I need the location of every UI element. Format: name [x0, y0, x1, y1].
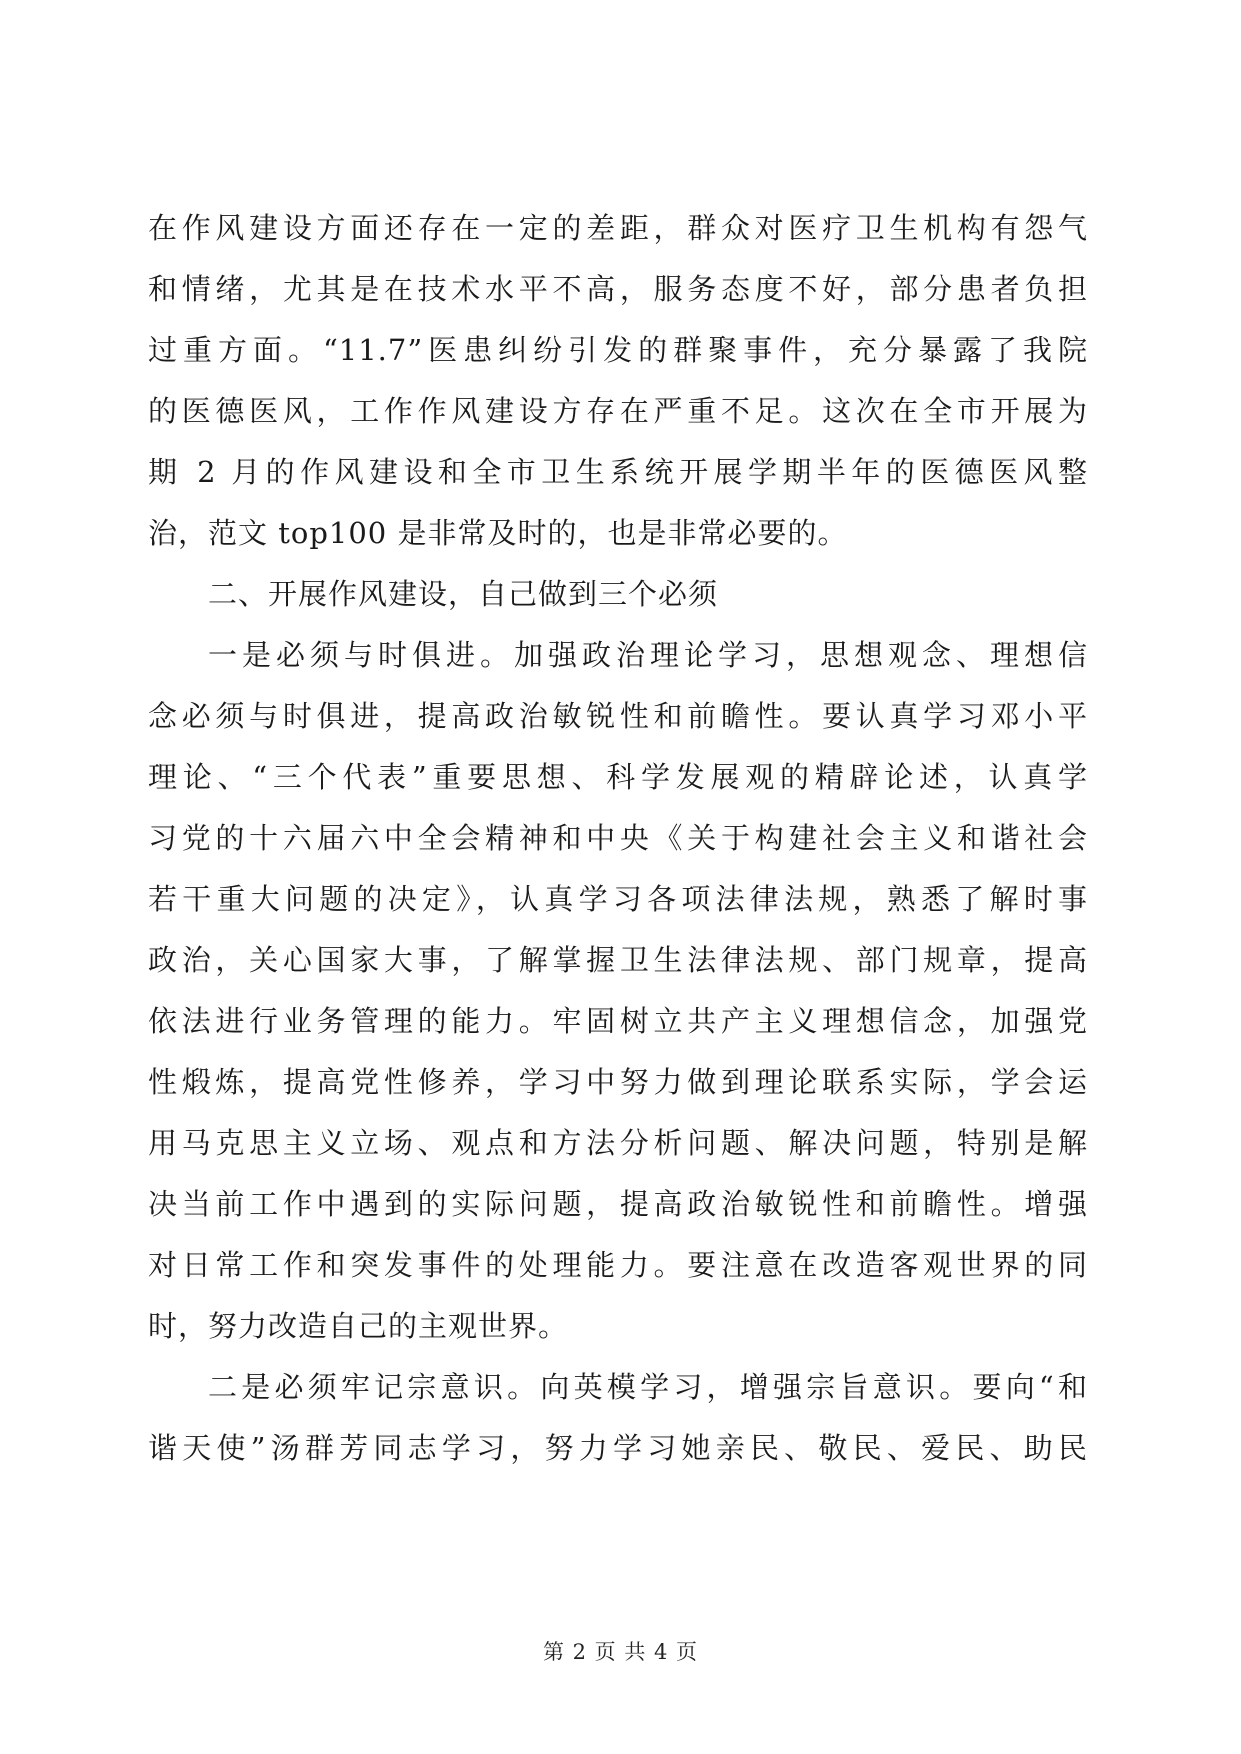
page-number-footer: 第 2 页 共 4 页	[542, 1640, 699, 1664]
paragraph-line: 在作风建设方面还存在一定的差距，群众对医疗卫生机构有怨气	[148, 211, 1088, 245]
paragraph-line: 性煅炼，提高党性修养，学习中努力做到理论联系实际，学会运	[148, 1065, 1088, 1099]
paragraph-line: 念必须与时俱进，提高政治敏锐性和前瞻性。要认真学习邓小平	[148, 699, 1088, 733]
paragraph-line: 二是必须牢记宗意识。向英模学习，增强宗旨意识。要向“和	[208, 1370, 1088, 1404]
paragraph-line: 期 2 月的作风建设和全市卫生系统开展学期半年的医德医风整	[148, 455, 1088, 489]
paragraph-line: 决当前工作中遇到的实际问题，提高政治敏锐性和前瞻性。增强	[148, 1187, 1088, 1221]
paragraph-line: 政治，关心国家大事，了解掌握卫生法律法规、部门规章，提高	[148, 943, 1088, 977]
paragraph-line: 和情绪，尤其是在技术水平不高，服务态度不好，部分患者负担	[148, 272, 1088, 306]
paragraph-line: 用马克思主义立场、观点和方法分析问题、解决问题，特别是解	[148, 1126, 1088, 1160]
paragraph-line: 的医德医风，工作作风建设方存在严重不足。这次在全市开展为	[148, 394, 1088, 428]
document-body	[148, 198, 1088, 1479]
paragraph-line: 理论、“三个代表”重要思想、科学发展观的精辟论述，认真学	[148, 760, 1088, 794]
paragraph-line: 时，努力改造自己的主观世界。	[148, 1309, 569, 1343]
paragraph-line: 对日常工作和突发事件的处理能力。要注意在改造客观世界的同	[148, 1248, 1088, 1282]
paragraph-line: 一是必须与时俱进。加强政治理论学习，思想观念、理想信	[208, 638, 1088, 672]
paragraph-line: 治，范文 top100 是非常及时的，也是非常必要的。	[148, 516, 848, 550]
paragraph-line: 依法进行业务管理的能力。牢固树立共产主义理想信念，加强党	[148, 1004, 1088, 1038]
paragraph-line: 过重方面。“11.7”医患纠纷引发的群聚事件，充分暴露了我院	[148, 333, 1088, 367]
paragraph-line: 谐天使”汤群芳同志学习，努力学习她亲民、敬民、爱民、助民	[148, 1431, 1088, 1465]
section-heading: 二、开展作风建设，自己做到三个必须	[208, 577, 719, 611]
paragraph-line: 习党的十六届六中全会精神和中央《关于构建社会主义和谐社会	[148, 821, 1088, 855]
paragraph-line: 若干重大问题的决定》，认真学习各项法律法规，熟悉了解时事	[148, 882, 1088, 916]
